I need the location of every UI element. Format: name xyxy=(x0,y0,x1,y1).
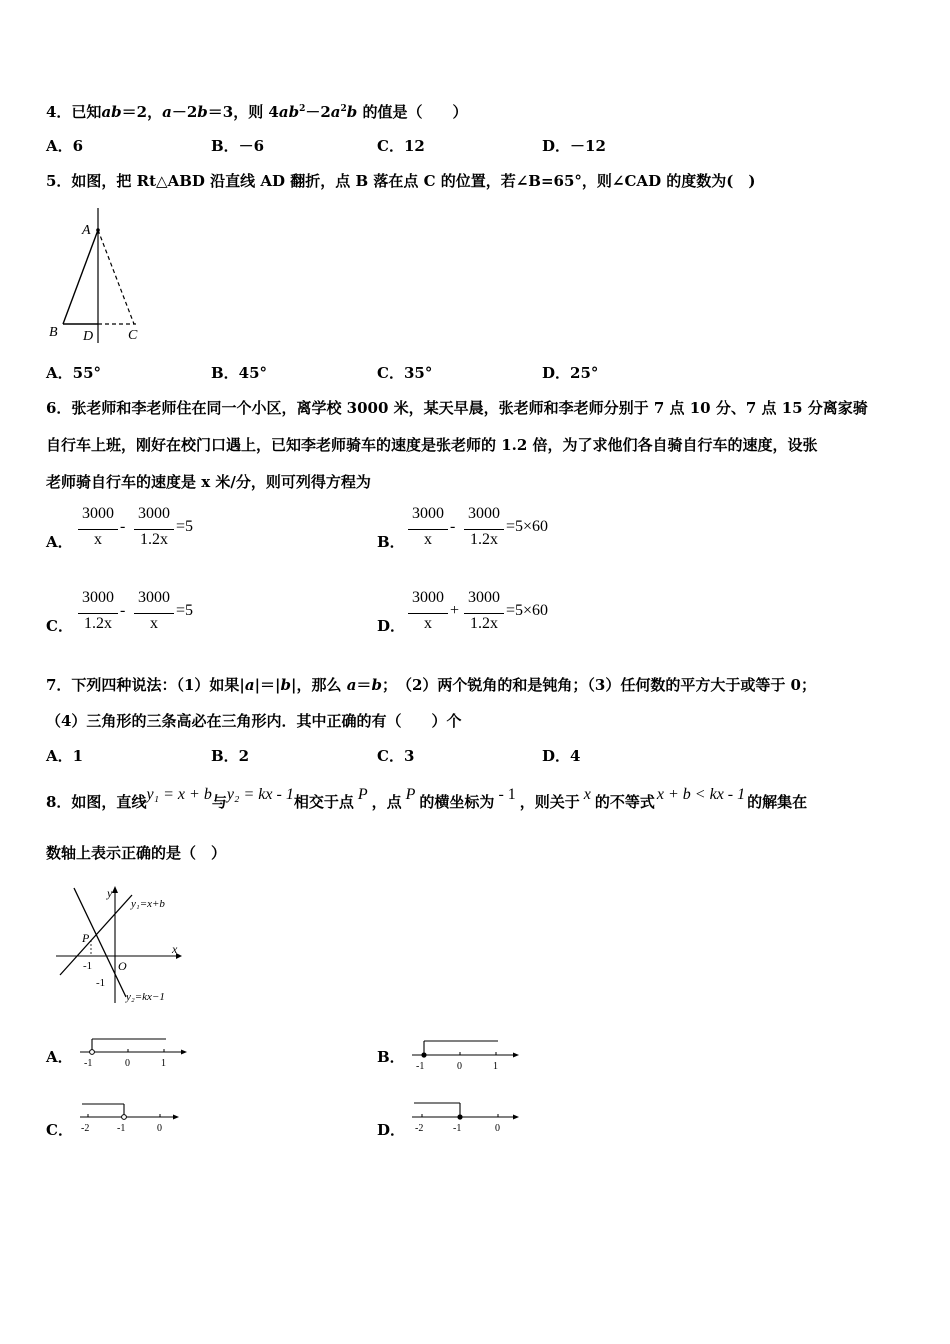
rhs: =5 xyxy=(176,518,194,535)
open-dot xyxy=(90,1050,95,1055)
numerator: 3000 xyxy=(468,589,500,606)
side-ac xyxy=(98,230,134,324)
q7-option-a: A．1 xyxy=(46,747,84,765)
q8-text: ，则关于 xyxy=(519,793,580,811)
q6-label-c: C． xyxy=(46,617,73,635)
q5-option-b: B．45° xyxy=(211,364,268,382)
tick-label: 0 xyxy=(457,1061,462,1072)
q6-stem-line2: 自行车上班，刚好在校门口遇上，已知李老师骑车的速度是张老师的 1.2 倍，为了求他们各自骑自行车的速度，设张 xyxy=(46,436,818,454)
q4-text: ＝2， xyxy=(121,103,163,121)
operator: - xyxy=(120,602,126,619)
tick-label: -1 xyxy=(453,1123,462,1134)
q7-var: a xyxy=(244,676,255,694)
denominator: 1.2x xyxy=(140,531,168,548)
label-y2-line: y₂=kx−1 xyxy=(126,991,165,1003)
tick-label: 0 xyxy=(157,1123,162,1134)
q8-stem-line1 xyxy=(46,786,808,813)
label-y: y xyxy=(107,886,113,900)
fraction-bar xyxy=(464,613,504,614)
numerator: 3000 xyxy=(468,505,500,522)
denominator: x xyxy=(424,531,432,548)
q7-var: a xyxy=(346,676,357,694)
fraction-bar xyxy=(78,529,118,530)
q8-label-d: D． xyxy=(377,1121,406,1139)
numerator: 3000 xyxy=(412,589,444,606)
q8-label-a: A． xyxy=(46,1048,73,1066)
denominator: x xyxy=(424,615,432,632)
q8-graph xyxy=(56,885,191,1010)
q6-label-a: A． xyxy=(46,533,73,551)
tick-label: -1 xyxy=(84,1058,93,1069)
numerator: 3000 xyxy=(412,505,444,522)
q7-text: ； （2）两个锐角的和是钝角；（3）任何数的平方大于或等于 0； xyxy=(381,676,816,694)
q4-var: b xyxy=(197,103,208,121)
denominator: x xyxy=(150,615,158,632)
tick-label: 0 xyxy=(495,1123,500,1134)
q4-exp: 2 xyxy=(340,104,347,114)
numerator: 3000 xyxy=(82,505,114,522)
operator: + xyxy=(450,602,460,619)
q7-option-b: B．2 xyxy=(211,747,250,765)
q8-var: P xyxy=(405,786,416,803)
q8-text: 8．如图，直线 xyxy=(46,793,147,811)
denominator: 1.2x xyxy=(84,615,112,632)
q8-text: 相交于点 xyxy=(293,793,354,811)
q8-text: 的不等式 xyxy=(594,793,655,811)
q8-stem-line2: 数轴上表示正确的是（ ） xyxy=(46,844,227,862)
label-minus-one-x: -1 xyxy=(83,960,93,972)
fraction-bar xyxy=(408,613,448,614)
q8-option-b-numberline xyxy=(412,1035,522,1071)
q8-option-c-numberline xyxy=(80,1100,190,1136)
q5-option-c: C．35° xyxy=(377,364,433,382)
axis-arrow xyxy=(513,1115,519,1120)
q8-option-a-numberline xyxy=(80,1035,190,1071)
q4-option-d: D．－12 xyxy=(542,137,606,155)
label-a: A xyxy=(82,223,91,238)
q4-stem xyxy=(46,102,468,122)
label-minus-one-y: -1 xyxy=(96,977,106,989)
axis-arrow xyxy=(173,1115,179,1120)
q8-text: 与 xyxy=(211,793,227,811)
q5-stem: 5．如图，把 Rt△ABD 沿直线 AD 翻折，点 B 落在点 C 的位置，若∠B=65°，则∠CAD 的度数为( ) xyxy=(46,172,756,190)
q4-var: ab xyxy=(278,103,300,121)
q6-label-b: B． xyxy=(377,533,405,551)
q8-text: 的解集在 xyxy=(747,793,808,811)
rhs: =5 xyxy=(176,602,194,619)
closed-dot xyxy=(457,1114,462,1119)
q8-label-b: B． xyxy=(377,1048,405,1066)
denominator: 1.2x xyxy=(470,531,498,548)
axis-arrow xyxy=(181,1050,187,1055)
q7-stem-line1 xyxy=(46,675,816,695)
q4-option-a: A．6 xyxy=(46,137,84,155)
tick-label: -1 xyxy=(416,1061,425,1072)
q7-text: |＝| xyxy=(254,676,281,694)
q7-var: b xyxy=(371,676,382,694)
q7-text: |，那么 xyxy=(291,676,347,694)
q4-text: 的值是（ ） xyxy=(357,103,468,121)
axis-arrow xyxy=(513,1053,519,1058)
q4-var: b xyxy=(346,103,358,121)
y-axis-arrow xyxy=(112,886,118,893)
q5-option-a: A．55° xyxy=(46,364,102,382)
label-p: P xyxy=(82,931,90,945)
q4-exp: 2 xyxy=(299,104,306,114)
q7-stem-line2: （4）三角形的三条高必在三角形内．其中正确的有（ ）个 xyxy=(46,712,462,730)
tick-label: -2 xyxy=(81,1123,90,1134)
q8-eq2: y₂ = kx - 1 xyxy=(226,786,294,803)
tick-label: -2 xyxy=(415,1123,424,1134)
fraction-bar xyxy=(78,613,118,614)
label-d: D xyxy=(83,329,94,344)
q4-option-c: C．12 xyxy=(377,137,425,155)
q5-triangle-figure xyxy=(46,208,156,348)
q4-var: a xyxy=(330,103,341,121)
q8-eq1: y₁ = x + b xyxy=(146,786,212,803)
numerator: 3000 xyxy=(82,589,114,606)
tick-label: -1 xyxy=(117,1123,126,1134)
q6-stem-line3: 老师骑自行车的速度是 x 米/分，则可列得方程为 xyxy=(46,473,371,491)
label-c: C xyxy=(128,328,138,343)
label-o: O xyxy=(118,959,127,973)
numerator: 3000 xyxy=(138,505,170,522)
q4-text: －2 xyxy=(171,103,198,121)
label-b: B xyxy=(49,325,58,340)
fraction-bar xyxy=(134,529,174,530)
q8-label-c: C． xyxy=(46,1121,73,1139)
operator: - xyxy=(120,518,126,535)
closed-dot xyxy=(421,1052,426,1057)
q4-text: ＝3，则 4 xyxy=(207,103,279,121)
numerator: 3000 xyxy=(138,589,170,606)
side-ab xyxy=(63,230,98,324)
q8-text: 的横坐标为 xyxy=(419,793,495,811)
q8-var: x xyxy=(583,786,591,803)
q5-option-d: D．25° xyxy=(542,364,599,382)
point-a xyxy=(96,228,100,232)
q8-var: P xyxy=(357,786,368,803)
fraction-bar xyxy=(134,613,174,614)
q7-option-d: D．4 xyxy=(542,747,581,765)
q6-stem-line1: 6．张老师和李老师住在同一个小区，离学校 3000 米，某天早晨，张老师和李老师分别于 7 点 10 分、7 点 15 分离家骑 xyxy=(46,399,868,417)
q4-text: 4．已知 xyxy=(46,103,102,121)
label-y1-line: y₁=x+b xyxy=(131,898,165,910)
q8-inequality: x + b < kx - 1 xyxy=(656,786,746,803)
q8-text: ，点 xyxy=(371,793,402,811)
denominator: 1.2x xyxy=(470,615,498,632)
q6-label-d: D． xyxy=(377,617,406,635)
denominator: x xyxy=(94,531,102,548)
q4-text: －2 xyxy=(305,103,331,121)
q8-option-d-numberline xyxy=(412,1098,522,1134)
tick-label: 1 xyxy=(493,1061,498,1072)
tick-label: 1 xyxy=(161,1058,166,1069)
open-dot xyxy=(122,1115,127,1120)
q7-text: 7．下列四种说法：（1）如果| xyxy=(46,676,245,694)
q7-var: b xyxy=(280,676,291,694)
rhs: =5×60 xyxy=(506,602,549,619)
q8-num: - 1 xyxy=(498,786,516,803)
tick-label: 0 xyxy=(125,1058,130,1069)
q4-option-b: B．－6 xyxy=(211,137,265,155)
q7-text: ＝ xyxy=(356,676,372,694)
q7-option-c: C．3 xyxy=(377,747,415,765)
q4-var: a xyxy=(162,103,172,121)
fraction-bar xyxy=(464,529,504,530)
q4-var: ab xyxy=(101,103,122,121)
operator: - xyxy=(450,518,456,535)
label-x: x xyxy=(172,942,178,956)
fraction-bar xyxy=(408,529,448,530)
rhs: =5×60 xyxy=(506,518,549,535)
